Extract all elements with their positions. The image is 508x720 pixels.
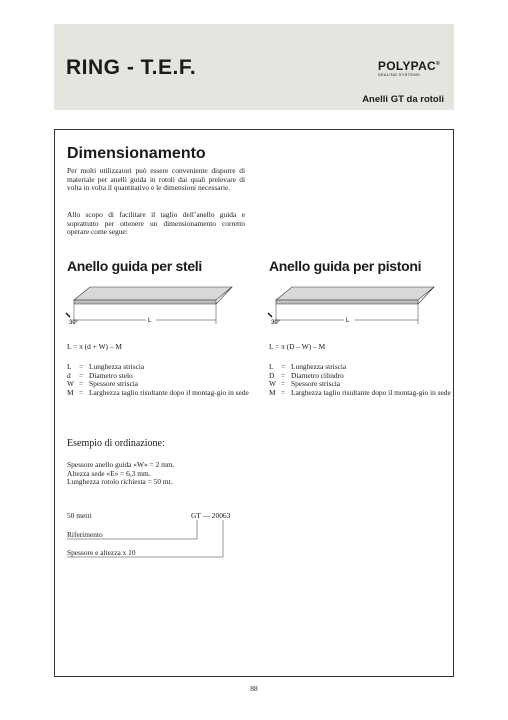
strip-top-face <box>74 287 232 300</box>
order-quantity: 50 metri <box>67 511 92 520</box>
legend-row: d = Diametro stelo <box>67 370 133 380</box>
rod-legend <box>67 363 267 397</box>
rod-strip-diagram <box>60 280 250 330</box>
strip-side-face <box>276 300 418 304</box>
polypac-logo <box>378 59 440 77</box>
dimension-leader <box>67 520 223 557</box>
intro-paragraph: Per molti utilizzatori può essere conveniente disporre di materiale per anelli guida in rotoli dai quali prelevare di volta in volta il quantitativo e le dimensioni necessarie. <box>67 166 245 193</box>
brand-tagline: SEALING SYSTEMS <box>377 72 420 77</box>
page-number: 88 <box>250 684 258 693</box>
strip-top-face <box>276 287 434 300</box>
order-code: GT — 20063 <box>191 511 231 520</box>
angle-marker <box>66 313 70 317</box>
legend-row: W = Spessore striscia <box>67 379 139 389</box>
rod-formula: L = π (d + W) – M <box>67 342 122 351</box>
thickness-height-label: Spessore e altezza x 10 <box>67 548 136 557</box>
header-band <box>54 24 454 110</box>
reference-leader <box>67 520 197 539</box>
example-title: Esempio di ordinazione: <box>67 438 165 449</box>
order-code-leaders <box>60 518 250 560</box>
brand-name: POLYPAC <box>377 59 437 73</box>
example-line: Spessore anello guida «W» = 2 mm. <box>67 460 175 469</box>
example-line: Lunghezza rotolo richiesta = 50 mt. <box>67 477 173 487</box>
example-line: Altezza sede «E» = 6,3 mm. <box>67 468 151 478</box>
legend-row: D = Diametro cilindro <box>269 370 344 380</box>
angle-label: 30° <box>69 320 79 326</box>
legend-row: M = Larghezza taglio risultante dopo il montag-gio in sede <box>269 387 451 397</box>
legend-row: W = Spessore striscia <box>269 379 341 389</box>
legend-row: M = Larghezza taglio risultante dopo il montag-gio in sede <box>67 387 249 397</box>
example-lines <box>67 461 174 487</box>
header-subtitle: Anelli GT da rotoli <box>362 94 444 105</box>
piston-formula: L = π (D – W) – M <box>269 342 326 351</box>
reference-label: Riferimento <box>67 530 103 539</box>
page-title: RING - T.E.F. <box>66 56 197 79</box>
length-label: L <box>346 318 350 324</box>
legend-row: L = Lunghezza striscia <box>67 362 145 371</box>
piston-strip-diagram <box>262 280 452 330</box>
length-label: L <box>148 318 152 324</box>
legend-row: L = Lunghezza striscia <box>269 362 347 371</box>
piston-guide-title: Anello guida per pistoni <box>269 258 422 274</box>
angle-marker <box>268 313 272 317</box>
instruction-paragraph: Allo scopo di facilitare il taglio dell’anello guida e soprattutto per ottenere un dimensionamento corretto operare come segue: <box>67 210 245 237</box>
rod-guide-title: Anello guida per steli <box>67 258 202 274</box>
registered-mark: ® <box>436 61 440 67</box>
piston-legend <box>269 363 469 397</box>
strip-side-face <box>74 300 216 304</box>
section-title: Dimensionamento <box>67 145 206 162</box>
angle-label: 30° <box>271 320 281 326</box>
